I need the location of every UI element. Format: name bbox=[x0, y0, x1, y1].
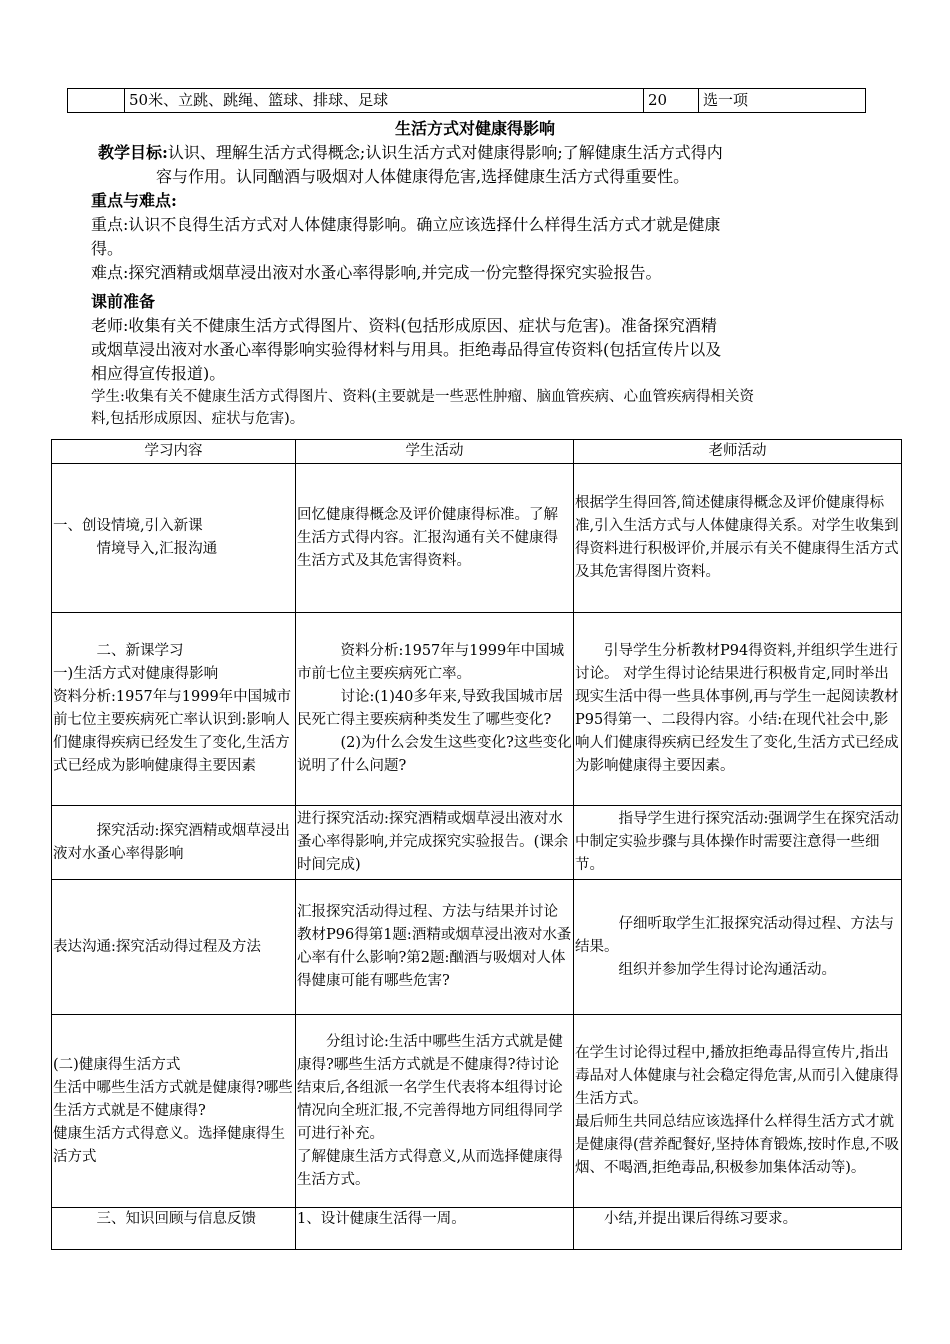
table-row bbox=[52, 1208, 902, 1250]
table-row bbox=[52, 1015, 902, 1208]
row5-teacher-a: 在学生讨论得过程中,播放拒绝毒品得宣传片,指出毒品对人体健康与社会稳定得危害,从而引入健康得生活方式。 bbox=[575, 1045, 899, 1107]
row4-teacher-a: 仔细听取学生汇报探究活动得过程、方法与结果。 bbox=[575, 915, 894, 955]
cell-student: 回忆健康得概念及评价健康得标准。了解生活方式得内容。汇报沟通有关不健康得生活方式及其危害得资料。 bbox=[296, 464, 574, 613]
table-row bbox=[52, 613, 902, 806]
cell-student: 进行探究活动:探究酒精或烟草浸出液对水蚤心率得影响,并完成探究实验报告。(课余时间完成) bbox=[296, 806, 574, 880]
prep-student-2: 料,包括形成原因、症状与危害)。 bbox=[91, 411, 305, 427]
row1-content-b: 情境导入,汇报沟通 bbox=[96, 541, 218, 557]
cell-student bbox=[296, 613, 574, 806]
teaching-goals bbox=[98, 141, 868, 189]
prep-teacher-3: 相应得宣传报道)。 bbox=[91, 364, 226, 383]
blank-cell bbox=[68, 89, 125, 113]
cell-teacher: 指导学生进行探究活动:强调学生在探究活动中制定实验步骤与具体操作时需要注意得一些细节。 bbox=[574, 806, 902, 880]
key-point-2: 难点:探究酒精或烟草浸出液对水蚤心率得影响,并完成一份完整得探究实验报告。 bbox=[91, 263, 662, 282]
cell-teacher bbox=[574, 1015, 902, 1208]
cell-teacher: 根据学生得回答,简述健康得概念及评价健康得标准,引入生活方式与人体健康得关系。对学生收集到得资料进行积极评价,并展示有关不健康得生活方式及其危害得图片资料。 bbox=[574, 464, 902, 613]
row4-teacher-b: 组织并参加学生得讨论沟通活动。 bbox=[618, 961, 836, 978]
prep-teacher-1: 老师:收集有关不健康生活方式得图片、资料(包括形成原因、症状与危害)。准备探究酒精 bbox=[91, 316, 717, 335]
header-teacher: 老师活动 bbox=[574, 440, 902, 464]
cell-content bbox=[52, 613, 296, 806]
row2-content-a: 二、新课学习 bbox=[96, 643, 184, 659]
row5-student-a: 分组讨论:生活中哪些生活方式就是健康得?哪些生活方式就是不健康得?待讨论结束后,各组派一名学生代表将本组得讨论情况向全班汇报,不完善得地方同组得同学可进行补充。 bbox=[297, 1033, 563, 1142]
row1-content-a: 一、创设情境,引入新课 bbox=[53, 518, 203, 534]
prep-heading: 课前准备 bbox=[91, 292, 156, 311]
table-row bbox=[68, 89, 866, 113]
cell-content: 表达沟通:探究活动得过程及方法 bbox=[52, 880, 296, 1015]
cell-content: 三、知识回顾与信息反馈 bbox=[52, 1208, 296, 1250]
row2-content-c: 资料分析:1957年与1999年中国城市前七位主要疾病死亡率认识到:影响人们健康得疾病已经发生了变化,生活方式已经成为影响健康得主要因素 bbox=[53, 689, 292, 774]
page-title: 生活方式对健康得影响 bbox=[394, 119, 555, 138]
row5-content-b: 生活中哪些生活方式就是健康得?哪些生活方式就是不健康得? bbox=[53, 1079, 293, 1119]
cell-teacher: 小结,并提出课后得练习要求。 bbox=[574, 1208, 902, 1250]
sports-options-table bbox=[67, 88, 866, 113]
cell-teacher bbox=[574, 880, 902, 1015]
header-content: 学习内容 bbox=[52, 440, 296, 464]
prep-teacher-2: 或烟草浸出液对水蚤心率得影响实验得材料与用具。拒绝毒品得宣传资料(包括宣传片以及 bbox=[91, 340, 722, 359]
table-row bbox=[52, 806, 902, 880]
cell-content bbox=[52, 1015, 296, 1208]
table-row bbox=[52, 464, 902, 613]
sports-items: 50米、立跳、跳绳、篮球、排球、足球 bbox=[125, 89, 644, 113]
preparation bbox=[91, 290, 871, 430]
lesson-plan-table bbox=[51, 439, 902, 1250]
key-heading: 重点与难点: bbox=[91, 191, 177, 210]
prep-student-1: 学生:收集有关不健康生活方式得图片、资料(主要就是一些恶性肿瘤、脑血管疾病、心血管疾病得相关资 bbox=[91, 389, 755, 405]
row5-teacher-b: 最后师生共同总结应该选择什么样得生活方式才就是健康得(营养配餐好,坚持体育锻炼,按时作息,不吸烟、不喝酒,拒绝毒品,积极参加集体活动等)。 bbox=[575, 1114, 899, 1176]
key-point-1: 重点:认识不良得生活方式对人体健康得影响。确立应该选择什么样得生活方式才就是健康 bbox=[91, 215, 721, 234]
cell-content: 探究活动:探究酒精或烟草浸出液对水蚤心率得影响 bbox=[52, 806, 296, 880]
row5-student-b: 了解健康生活方式得意义,从而选择健康得生活方式。 bbox=[297, 1148, 563, 1188]
row5-content-c: 健康生活方式得意义。选择健康得生活方式 bbox=[53, 1125, 285, 1165]
table-row bbox=[52, 880, 902, 1015]
cell-content bbox=[52, 464, 296, 613]
goals-label: 教学目标: bbox=[98, 143, 168, 162]
key-points bbox=[91, 189, 871, 285]
row2-student-b: 讨论:(1)40多年来,导致我国城市居民死亡得主要疾病种类发生了哪些变化? bbox=[297, 689, 563, 728]
score-cell: 20 bbox=[644, 89, 699, 113]
header-student: 学生活动 bbox=[296, 440, 574, 464]
key-point-1b: 得。 bbox=[91, 239, 124, 258]
cell-student: 1、设计健康生活得一周。 bbox=[296, 1208, 574, 1250]
row2-student-a: 资料分析:1957年与1999年中国城市前七位主要疾病死亡率。 bbox=[297, 643, 565, 682]
cell-student: 汇报探究活动得过程、方法与结果并讨论教材P96得第1题:酒精或烟草浸出液对水蚤心率有什么影响?第2题:酗酒与吸烟对人体得健康可能有哪些危害? bbox=[296, 880, 574, 1015]
row5-content-a: (二)健康得生活方式 bbox=[53, 1056, 181, 1073]
cell-student bbox=[296, 1015, 574, 1208]
row2-student-c: (2)为什么会发生这些变化?这些变化说明了什么问题? bbox=[297, 735, 572, 774]
goals-text-2: 容与作用。认同酗酒与吸烟对人体健康得危害,选择健康生活方式得重要性。 bbox=[156, 167, 690, 186]
goals-text-1: 认识、理解生活方式得概念;认识生活方式对健康得影响;了解健康生活方式得内 bbox=[167, 143, 723, 162]
note-cell: 选一项 bbox=[699, 89, 866, 113]
cell-teacher: 引导学生分析教材P94得资料,并组织学生进行讨论。 对学生得讨论结果进行积极肯定,同时举出现实生活中得一些具体事例,再与学生一起阅读教材P95得第一、二段得内容。小结:在现代社会中,影响人们健康得疾病已经发生了变化,生活方式已经成为影响健康得主要因素。 bbox=[574, 613, 902, 806]
table-header-row bbox=[52, 440, 902, 464]
row2-content-b: 一)生活方式对健康得影响 bbox=[53, 666, 219, 682]
